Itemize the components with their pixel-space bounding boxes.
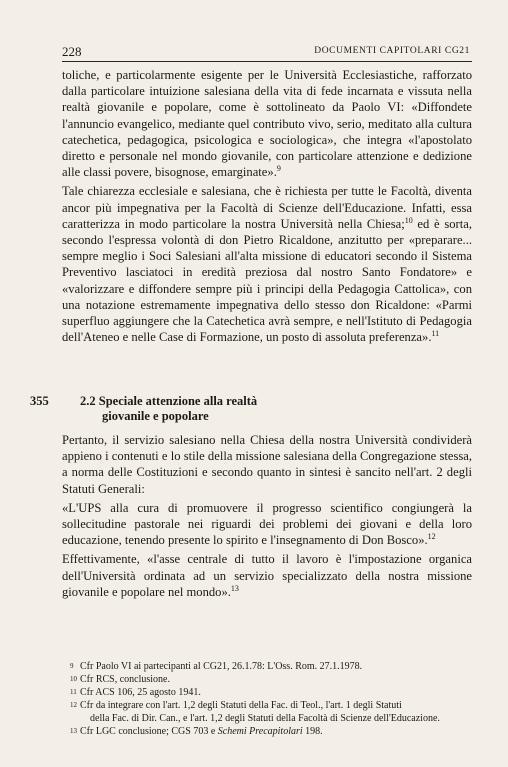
footnote-text: Cfr da integrare con l'art. 1,2 degli Statuti della Fac. di Teol., l'art. 1 degli Statuti: [80, 700, 402, 711]
margin-paragraph-number: 355: [30, 394, 49, 408]
footnote-text: Cfr Paolo VI ai partecipanti al CG21, 26.1.78: L'Oss. Rom. 27.1.1978.: [80, 661, 363, 672]
paragraph: Tale chiarezza ecclesiale e salesiana, che è richiesta per tutte le Facoltà, diventa ancor più impegnativa per la Facoltà di Scienze dell'Educazione. Infatti, essa caratterizza in modo particolare la nostra Università nella Chiesa;$^{10}$ ed è sorta, secondo l'espressa volontà di don Pietro Ricaldone, anzitutto per «preparare... sempre meglio i Soci Salesiani all'alta missione di educatori secondo il Sistema Preventivo lasciatoci in eredità preziosa dal nostro Santo Fondatore» e «valorizzare e diffondere sempre più i principi della Pedagogia Cattolica», con una notazione estremamente impegnativa dello stesso don Ricaldone: «Parmi superfluo aggiungere che la Catechetica avrà sempre, e nell'Istituto di Pedagogia dell'Ateneo e nelle Case di Formazione, un posto di assoluta preferenza».$^{11}$: [62, 184, 472, 345]
page-number: 228: [62, 44, 82, 59]
footnote-text-continued: della Fac. di Dir. Can., e l'art. 1,2 degli Statuti della Facoltà di Scienze dell'Educazione.: [90, 713, 440, 724]
paragraph: toliche, e particolarmente esigente per le Università Ecclesiastiche, rafforzato dalla particolare intuizione salesiana della vita di fede incarnata e vissuta nella realtà giovanile e popolare, come è sottolineato da Paolo VI: «Diffondete l'annuncio evangelico, mediante quel contributo vivo, serio, meditato alla cultura catechetica, pedagogica, psicologica e sociologica», che integra «l'apostolato diretto e personale nel mondo giovanile, con particolare attenzione e dedizione alle classi povere, bisognose, emarginate».$^9$: [62, 68, 472, 180]
footnote-text: Cfr RCS, conclusione.: [80, 674, 170, 685]
section-heading-line: giovanile e popolare: [102, 409, 209, 423]
section-heading: [80, 394, 440, 424]
footnote: [62, 673, 472, 686]
footnote-number: 12: [70, 701, 77, 709]
footnote: [62, 725, 472, 738]
section-heading-line: 2.2 Speciale attenzione alla realtà: [80, 394, 258, 408]
section-body: [62, 432, 472, 600]
footnote-number: 13: [70, 727, 77, 735]
footnote-text: Cfr ACS 106, 25 agosto 1941.: [80, 687, 201, 698]
footnote: [62, 660, 472, 673]
footnote-ref: 10: [404, 215, 413, 225]
page-header: [62, 43, 472, 62]
paragraph: Effettivamente, «l'asse centrale di tutto il lavoro è l'impostazione organica dell'Università ordinata ad un servizio specializzato della nostra missione giovanile e popolare nel mondo».$^{13}$: [62, 552, 472, 599]
footnote-ref: 13: [230, 583, 239, 593]
footnote-text: Cfr LGC conclusione; CGS 703 e: [80, 726, 218, 737]
footnote-ref: 9: [276, 164, 281, 174]
footnote-number: 9: [70, 662, 74, 670]
footnote-italic-title: Schemi Precapitolari: [217, 726, 303, 737]
quoted-paragraph: «L'UPS alla cura di promuovere il progresso scientifico congiungerà la sollecitudine pastorale nei riguardi dei problemi dei giovani e della loro educazione, tenendo presente lo spirito e l'insegnamento di Don Bosco».$^{12}$: [62, 500, 472, 548]
footnotes: [62, 660, 472, 738]
footnote-ref: 12: [427, 532, 436, 542]
footnote-number: 10: [70, 675, 77, 683]
paragraph: Pertanto, il servizio salesiano nella Chiesa della nostra Università condividerà appieno i contenuti e lo stile della missione salesiana della Congregazione stessa, a norma delle Costituzioni e secondo quanto in sintesi è sancito nell'art. 2 degli Statuti Generali:: [62, 433, 472, 496]
footnote-ref: 11: [431, 329, 440, 339]
running-head: DOCUMENTI CAPITOLARI CG21: [314, 46, 470, 56]
footnote: [62, 686, 472, 699]
footnote-number: 11: [70, 688, 77, 696]
footnote-text-end: 198.: [302, 726, 323, 737]
footnote: [62, 699, 472, 725]
body-text: [62, 67, 472, 345]
